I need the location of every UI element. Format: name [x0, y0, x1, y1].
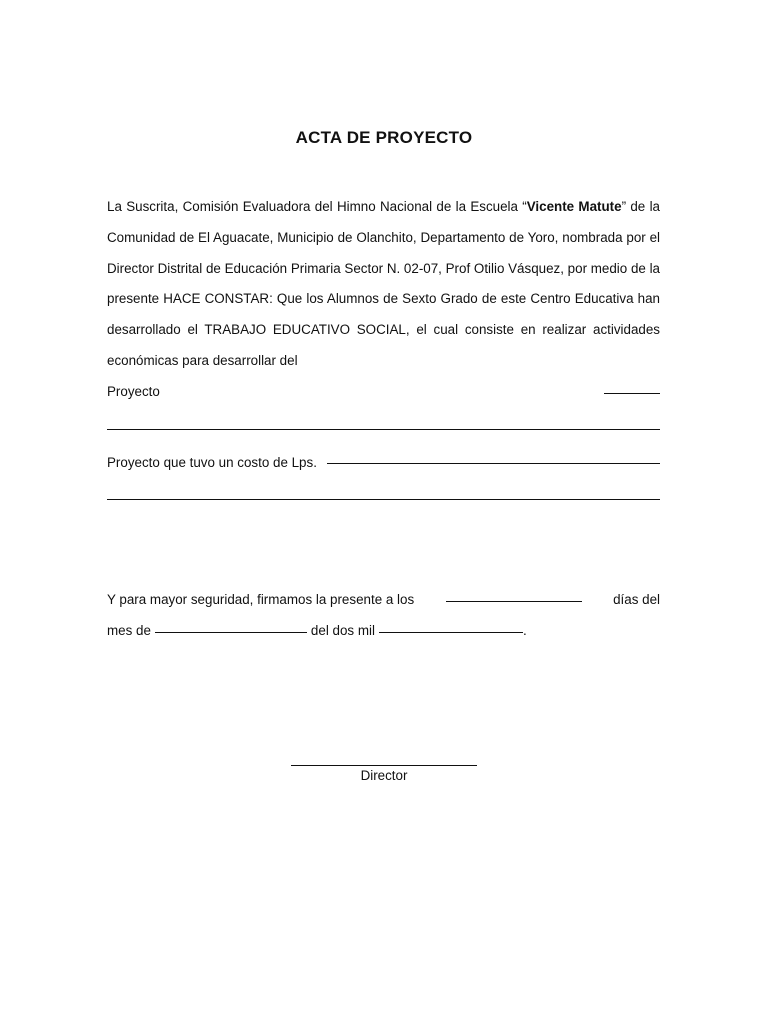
year-blank: [379, 631, 523, 633]
closing-text-b: días del: [613, 592, 660, 607]
project-name-blank: [604, 392, 660, 394]
cost-continuation-line: [107, 499, 660, 500]
closing-row-2: [107, 616, 660, 647]
project-description-line: [107, 429, 660, 430]
paragraph-last-word: Proyecto: [107, 383, 160, 399]
closing-text-d: del dos mil: [310, 622, 375, 638]
month-blank: [155, 631, 307, 633]
document-title: ACTA DE PROYECTO: [295, 128, 473, 147]
closing-text-c: mes de: [107, 622, 151, 638]
closing-row-1: [107, 585, 660, 616]
day-blank: [446, 600, 582, 602]
closing-text-a: Y para mayor seguridad, firmamos la presente a los: [107, 592, 415, 607]
signature-label: Director: [360, 768, 408, 783]
closing-paragraph: [107, 585, 660, 647]
cost-label: Proyecto que tuvo un costo de Lps.: [107, 455, 317, 470]
school-name: Vicente Matute: [526, 199, 622, 214]
cost-blank: [327, 463, 660, 464]
paragraph-last-line: [107, 377, 660, 408]
paragraph-body: [107, 192, 660, 408]
closing-text-e: .: [522, 622, 527, 638]
paragraph-text-rest: ” de la Comunidad de El Aguacate, Municipio de Olanchito, Departamento de Yoro, nombrada por el Director Distrital de Educación Primaria Sector N. 02-07, Prof Otilio Vásquez, por medio de la presente HACE CONSTAR: Que los Alumnos de Sexto Grado de este Centro Educativa han desarrollado el TRABAJO EDUCATIVO SOCIAL, el cual consiste en realizar actividades económicas para desarrollar del: [107, 199, 660, 368]
signature-line: [291, 765, 477, 766]
paragraph-text-start: La Suscrita, Comisión Evaluadora del Himno Nacional de la Escuela “: [107, 199, 527, 214]
cost-row: [107, 453, 660, 473]
